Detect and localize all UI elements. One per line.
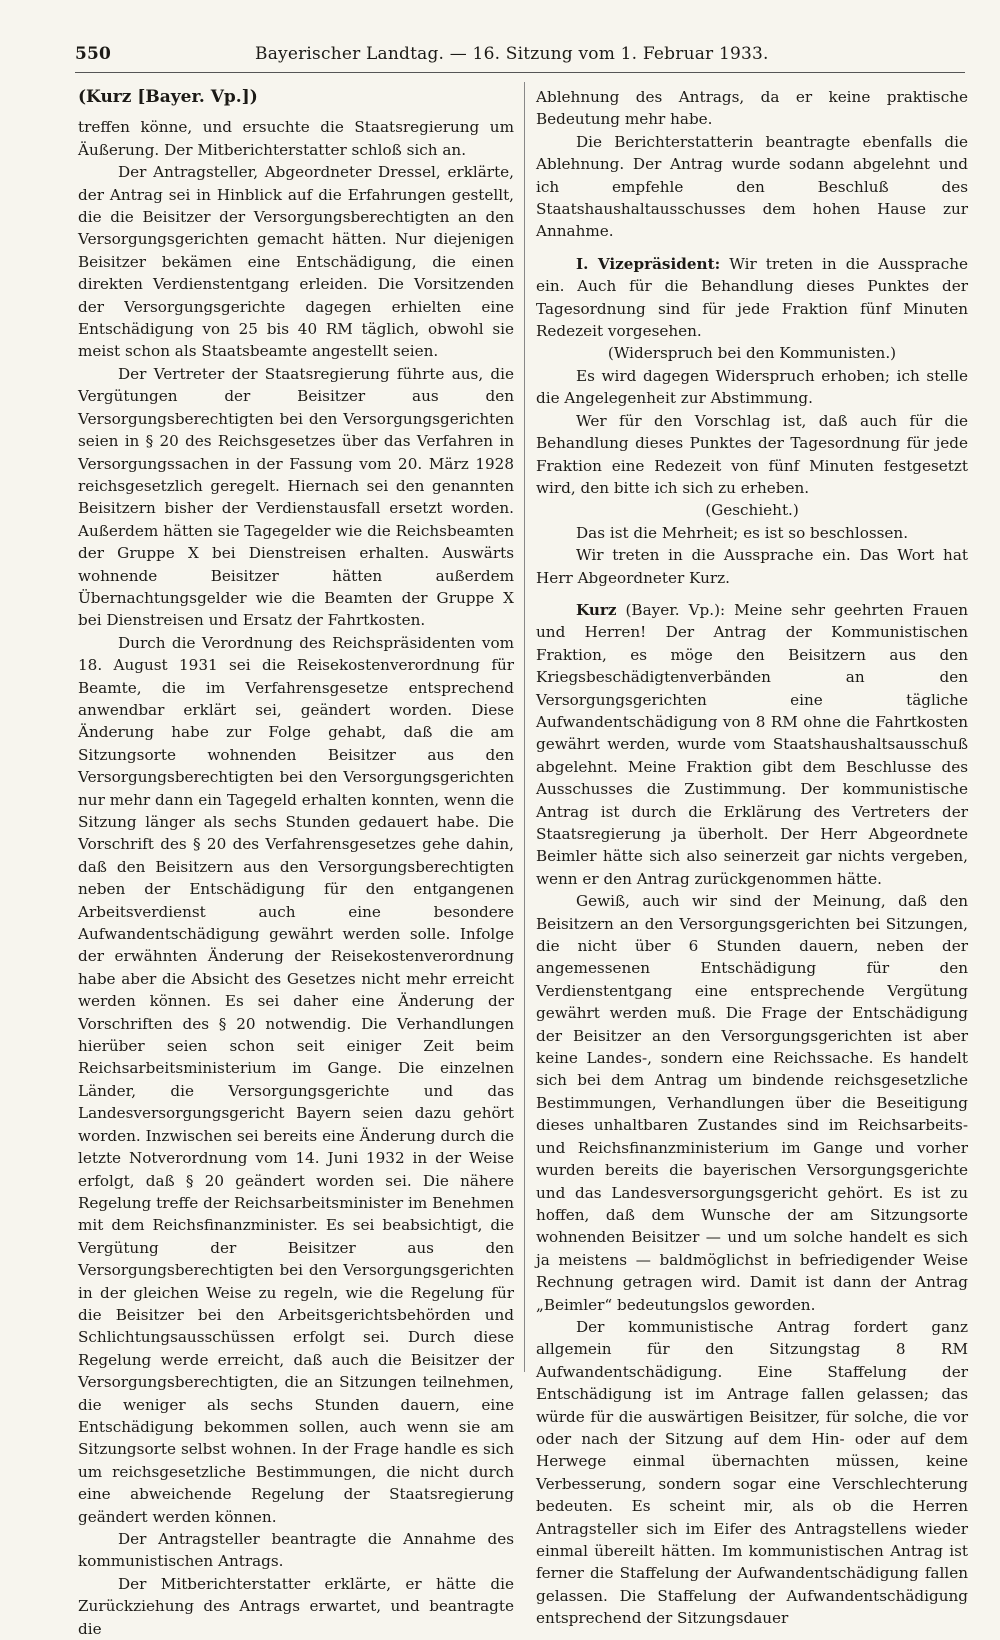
paragraph: Gewiß, auch wir sind der Meinung, daß den Beisitzern an den Versorgungsgerichten bei Sitzungen, die nicht über 6 Stunden dauern, neben der angemessenen Entschädigung für den Verdienstentgang eine entsprechende Vergütung gewährt werden muß. Die Frage der Entschädigung der Beisitzer an den Versorgungsgerichten ist aber keine Landes-, sondern eine Reichssache. Es handelt sich bei dem Antrag um bindende reichsgesetzliche Bestimmungen, Verhandlungen über die Beseitigung dieses unhaltbaren Zustandes sind im Reichsarbeits- und Reichsfinanzministerium im Gange und vorher wurden bereits die bayerischen Versorgungsgerichte und das Landesversorgungsgericht gehört. Es ist zu hoffen, daß dem Wunsche der am Sitzungsorte wohnenden Beisitzer — und um solche handelt es sich ja meistens — baldmöglichst in befriedigender Weise Rechnung getragen wird. Damit ist dann der Antrag „Beimler“ bedeutungslos geworden. [536, 892, 968, 1314]
speaker-label: I. Vizepräsident: [576, 254, 721, 273]
speaker-label: Kurz [576, 600, 617, 619]
paragraph: Der Vertreter der Staatsregierung führte aus, die Vergütungen der Beisitzer aus den Versorgungsberechtigten bei den Versorgungsgerichten seien in § 20 des Reichsgesetzes über das Verfahren in Versorgungssachen in der Fassung vom 20. März 1928 reichsgesetzlich geregelt. Hiernach sei den genannten Beisitzern bisher der Verdienstausfall ersetzt worden. Außerdem hätten sie Tagegelder wie die Reichsbeamten der Gruppe X bei Dienstreisen erhalten. Auswärts wohnende Beisitzer hätten außerdem Übernachtungsgelder wie die Beamten der Gruppe X bei Dienstreisen und Ersatz der Fahrtkosten. [78, 364, 514, 630]
left-column [78, 86, 514, 1638]
interjection: (Widerspruch bei den Kommunisten.) [607, 344, 897, 363]
paragraph: Der Antragsteller beantragte die Annahme des kommunistischen Antrags. [78, 1530, 514, 1571]
header-rule [75, 72, 965, 73]
paragraph: Das ist die Mehrheit; es ist so beschlossen. [576, 523, 909, 542]
paragraph: Der kommunistische Antrag fordert ganz allgemein für den Sitzungstag 8 RM Aufwandentschädigung. Eine Staffelung der Entschädigung ist im Antrage fallen gelassen; das würde für die auswärtigen Beisitzer, für solche, die vor oder nach der Sitzung auf dem Hin- oder auf dem Herwege einmal übernachten müssen, keine Verbesserung, sondern sogar eine Verschlechterung bedeuten. Es scheint mir, als ob die Herren Antragsteller sich im Eifer des Antragstellens wieder einmal übereilt hätten. Im kommunistischen Antrag ist ferner die Staffelung der Aufwandentschädigung fallen gelassen. Die Staffelung der Aufwandentschädigung entsprechend der Sitzungsdauer [536, 1317, 968, 1628]
paragraph: Der Mitberichterstatter erklärte, er hätte die Zurückziehung des Antrags erwartet, und beantragte die [78, 1574, 514, 1638]
interjection: (Geschieht.) [705, 501, 799, 520]
paragraph: treffen könne, und ersuchte die Staatsregierung um Äußerung. Der Mitberichterstatter schloß sich an. [78, 118, 514, 159]
speaker-tag: (Kurz [Bayer. Vp.]) [78, 87, 258, 107]
paragraph: Die Berichterstatterin beantragte ebenfalls die Ablehnung. Der Antrag wurde sodann abgelehnt und ich empfehle den Beschluß des Staatshaushaltausschusses dem hohen Hause zur Annahme. [536, 132, 968, 241]
paragraph: Durch die Verordnung des Reichspräsidenten vom 18. August 1931 sei die Reisekostenverordnung für Beamte, die im Verfahrensgesetze entsprechend anwendbar erklärt sei, geändert worden. Diese Änderung habe zur Folge gehabt, daß die am Sitzungsorte wohnenden Beisitzer aus den Versorgungsberechtigten bei den Versorgungsgerichten nur mehr dann ein Tagegeld erhalten konnten, wenn die Sitzung länger als sechs Stunden gedauert habe. Die Vorschrift des § 20 des Verfahrensgesetzes gehe dahin, daß den Beisitzern aus den Versorgungsberechtigten neben der Entschädigung für den entgangenen Arbeitsverdienst auch eine besondere Aufwandentschädigung gewährt werden solle. Infolge der erwähnten Änderung der Reisekostenverordnung habe aber die Absicht des Gesetzes nicht mehr erreicht werden können. Es sei daher eine Änderung der Vorschriften des § 20 notwendig. Die Verhandlungen hierüber seien schon seit einiger Zeit beim Reichsarbeitsministerium im Gange. Die einzelnen Länder, die Versorgungsgerichte und das Landesversorgungsgericht Bayern seien dazu gehört worden. Inzwischen sei bereits eine Änderung durch die letzte Notverordnung vom 14. Juni 1932 in der Weise erfolgt, daß § 20 geändert worden sei. Die nähere Regelung treffe der Reichsarbeitsminister im Benehmen mit dem Reichsfinanzminister. Es sei beabsichtigt, die Vergütung der Beisitzer aus den Versorgungsberechtigten bei den Versorgungsgerichten in der gleichen Weise zu regeln, wie die Regelung für die Beisitzer bei den Arbeitsgerichtsbehörden und Schlichtungsausschüssen erfolgt sei. Durch diese Regelung werde erreicht, daß auch die Beisitzer der Versorgungsberechtigten, die an Sitzungen teilnehmen, die weniger als sechs Stunden dauern, eine Entschädigung bekommen sollen, auch wenn sie am Sitzungsorte selbst wohnen. In der Frage handle es sich um reichsgesetzliche Bestimmungen, die nicht durch eine abweichende Regelung der Staatsregierung geändert werden können. [78, 633, 514, 1526]
speech-text: Wir treten in die Aussprache ein. Auch für die Behandlung dieses Punktes der Tagesordnung sind für jede Fraktion fünf Minuten Redezeit vorgesehen. [536, 254, 968, 341]
kurz-paragraph [536, 599, 968, 890]
paragraph: Ablehnung des Antrags, da er keine praktische Bedeutung mehr habe. [536, 88, 968, 129]
speech-text: (Bayer. Vp.): Meine sehr geehrten Frauen und Herren! Der Antrag der Kommunistischen Fraktion, es möge den Beisitzern aus den Kriegsbeschädigtenverbänden an den Versorgungsgerichten eine tägliche Aufwandentschädigung von 8 RM ohne die Fahrtkosten gewährt werden, wurde vom Staatshaushaltsausschuß abgelehnt. Meine Fraktion gibt dem Beschlusse des Ausschusses die Zustimmung. Der kommunistische Antrag ist durch die Erklärung des Vertreters der Staatsregierung ja überholt. Der Herr Abgeordnete Beimler hätte sich also seinerzeit gar nichts vergeben, wenn er den Antrag zurückgenommen hätte. [536, 600, 968, 888]
paragraph: Wir treten in die Aussprache ein. Das Wort hat Herr Abgeordneter Kurz. [536, 546, 968, 587]
page-header [75, 42, 960, 68]
page-number: 550 [75, 44, 112, 64]
paragraph: Wer für den Vorschlag ist, daß auch für die Behandlung dieses Punktes der Tagesordnung für jede Fraktion eine Redezeit von fünf Minuten festgesetzt wird, den bitte ich sich zu erheben. [536, 411, 968, 497]
paragraph: Der Antragsteller, Abgeordneter Dressel, erklärte, der Antrag sei in Hinblick auf die Erfahrungen gestellt, die die Beisitzer der Versorgungsberechtigten an den Versorgungsgerichten gemacht hätten. Nur diejenigen Beisitzer bekämen eine Entschädigung, die einen direkten Verdienstentgang erleiden. Die Vorsitzenden der Versorgungsgerichte dagegen erhielten eine Entschädigung von 25 bis 40 RM täglich, obwohl sie meist schon als Staatsbeamte angestellt seien. [78, 163, 514, 361]
vizepraesident-paragraph [536, 253, 968, 343]
running-head: Bayerischer Landtag. — 16. Sitzung vom 1. Februar 1933. [255, 44, 769, 64]
column-divider [524, 82, 525, 1372]
right-column [536, 86, 968, 1628]
paragraph: Es wird dagegen Widerspruch erhoben; ich stelle die Angelegenheit zur Abstimmung. [536, 366, 968, 408]
